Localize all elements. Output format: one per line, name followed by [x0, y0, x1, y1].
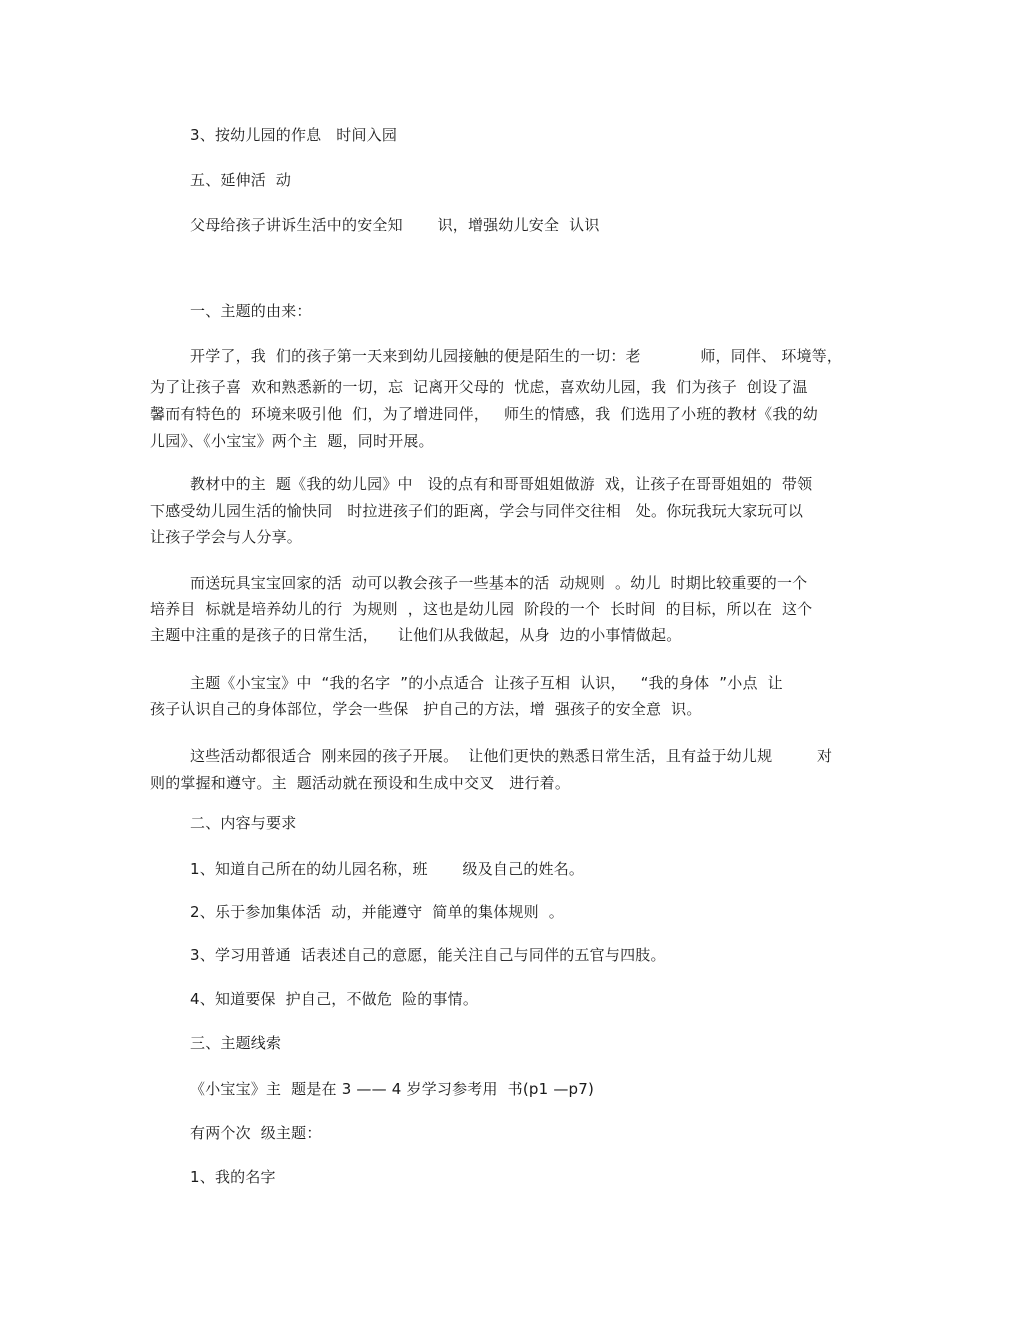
paragraph-line: 孩子认识自己的身体部位，学会一些保 护自己的方法，增 强孩子的安全意 识。 — [150, 700, 702, 718]
section-heading: 五、延伸活 动 — [190, 171, 292, 189]
paragraph-line: 下感受幼儿园生活的愉快同 时拉进孩子们的距离，学会与同伴交往相 处。你玩我玩大家玩可以 — [150, 502, 804, 520]
list-item: 1、知道自己所在的幼儿园名称，班 级及自己的姓名。 — [190, 860, 585, 878]
list-item: 3、学习用普通 话表述自己的意愿，能关注自己与同伴的五官与四肢。 — [190, 946, 666, 964]
section-heading: 一、主题的由来： — [190, 302, 312, 320]
paragraph-line: 主题《小宝宝》中 “我的名字 ”的小点适合 让孩子互相 认识， “我的身体 ”小点 让 — [190, 674, 783, 692]
section-heading: 三、主题线索 — [190, 1034, 282, 1052]
paragraph-line: 则的掌握和遵守。主 题活动就在预设和生成中交叉 进行着。 — [150, 774, 571, 792]
paragraph-line: 让孩子学会与人分享。 — [150, 528, 303, 546]
section-heading: 二、内容与要求 — [190, 814, 297, 832]
paragraph-line: 而送玩具宝宝回家的活 动可以教会孩子一些基本的活 动规则 。幼儿 时期比较重要的一个 — [190, 574, 808, 592]
paragraph-line: 儿园》、《小宝宝》两个主 题，同时开展。 — [150, 432, 434, 450]
paragraph-line: 开学了，我 们的孩子第一天来到幼儿园接触的便是陌生的一切：老 师，同伴、 环境等， — [190, 347, 843, 365]
paragraph-line: 培养目 标就是培养幼儿的行 为规则 ，这也是幼儿园 阶段的一个 长时间 的目标，所以在 这个 — [150, 600, 813, 618]
paragraph-line: 父母给孩子讲诉生活中的安全知 识，增强幼儿安全 认识 — [190, 216, 600, 234]
paragraph-line: 主题中注重的是孩子的日常生活， 让他们从我做起，从身 边的小事情做起。 — [150, 626, 682, 644]
paragraph-line: 《小宝宝》主 题是在 3 —— 4 岁学习参考用 书(p1 —p7) — [190, 1080, 595, 1098]
paragraph-line: 这些活动都很适合 刚来园的孩子开展。 让他们更快的熟悉日常生活，且有益于幼儿规 对 — [190, 747, 833, 765]
paragraph-line: 为了让孩子喜 欢和熟悉新的一切，忘 记离开父母的 忧虑，喜欢幼儿园，我 们为孩子 创设了温 — [150, 378, 808, 396]
list-item: 3、按幼儿园的作息 时间入园 — [190, 126, 398, 144]
paragraph-line: 有两个次 级主题： — [190, 1124, 322, 1142]
paragraph-line: 教材中的主 题《我的幼儿园》中 设的点有和哥哥姐姐做游 戏，让孩子在哥哥姐姐的 带领 — [190, 475, 813, 493]
list-item: 4、知道要保 护自己，不做危 险的事情。 — [190, 990, 479, 1008]
list-item: 1、我的名字 — [190, 1168, 276, 1186]
list-item: 2、乐于参加集体活 动，并能遵守 简单的集体规则 。 — [190, 903, 564, 921]
paragraph-line: 馨而有特色的 环境来吸引他 们，为了增进同伴， 师生的情感，我 们选用了小班的教材《我的幼 — [150, 405, 818, 423]
